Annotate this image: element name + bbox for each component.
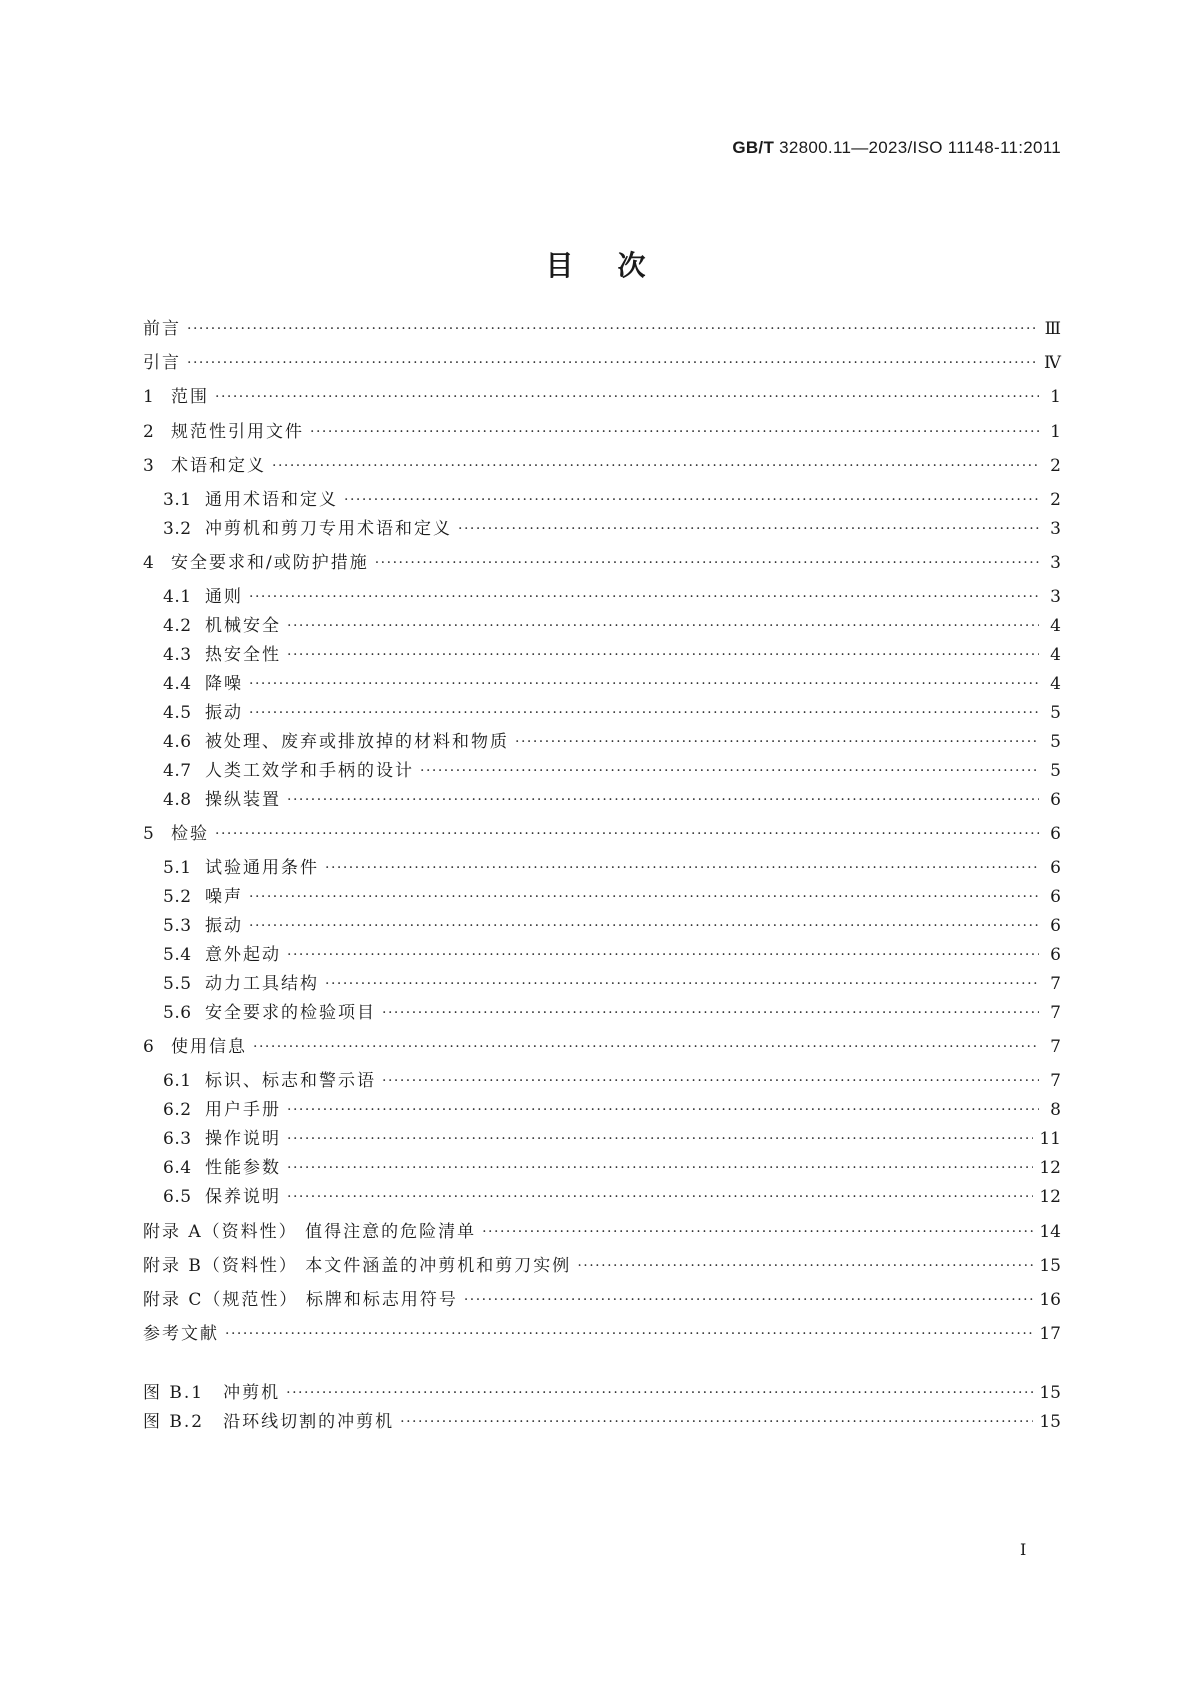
toc-entry-4-7[interactable]	[163, 759, 1061, 783]
toc-page: 15	[1039, 1256, 1061, 1276]
toc-label: 附录 B（资料性） 本文件涵盖的冲剪机和剪刀实例	[143, 1256, 572, 1276]
toc-page: 2	[1050, 490, 1061, 510]
toc-page: 7	[1050, 1003, 1061, 1023]
toc-entry-5[interactable]	[143, 822, 1061, 846]
toc-leader	[187, 321, 1039, 341]
toc-leader	[287, 618, 1039, 638]
toc-label: 人类工效学和手柄的设计	[205, 761, 414, 781]
toc-entry-annex-c[interactable]	[143, 1288, 1061, 1312]
toc-entry-figure-b1[interactable]	[143, 1381, 1061, 1405]
toc-label: 热安全性	[205, 645, 281, 665]
toc-leader	[382, 1073, 1039, 1093]
toc-leader	[187, 355, 1038, 375]
toc-leader	[577, 1258, 1033, 1278]
toc-label: 振动	[205, 703, 243, 723]
toc-number: 4.5	[163, 703, 192, 723]
toc-label: 图 B.2 沿环线切割的冲剪机	[143, 1412, 395, 1432]
toc-entry-6-3[interactable]	[163, 1127, 1061, 1151]
toc-leader	[249, 889, 1039, 909]
toc-page: 6	[1050, 916, 1061, 936]
toc-number: 6.1	[163, 1071, 192, 1091]
toc-leader	[344, 492, 1039, 512]
toc-label: 试验通用条件	[205, 858, 319, 878]
toc-entry-1[interactable]	[143, 385, 1061, 409]
toc-label: 图 B.1 冲剪机	[143, 1383, 281, 1403]
toc-page: 17	[1039, 1324, 1061, 1344]
toc-entry-introduction[interactable]	[143, 351, 1061, 375]
toc-page: 11	[1039, 1129, 1061, 1149]
toc-number: 1	[143, 387, 155, 407]
toc-page: 7	[1050, 974, 1061, 994]
toc-page: 7	[1050, 1037, 1061, 1057]
toc-entry-4-1[interactable]	[163, 585, 1061, 609]
toc-page: 6	[1050, 887, 1061, 907]
toc-label: 操作说明	[205, 1129, 281, 1149]
toc-leader	[458, 521, 1039, 541]
toc-number: 5.4	[163, 945, 192, 965]
toc-label: 降噪	[205, 674, 243, 694]
toc-entry-bibliography[interactable]	[143, 1322, 1061, 1346]
toc-entry-6-5[interactable]	[163, 1185, 1061, 1209]
toc-number: 6.2	[163, 1100, 192, 1120]
toc-entry-3[interactable]	[143, 454, 1061, 478]
standard-code	[732, 138, 1061, 158]
toc-page: 16	[1039, 1290, 1061, 1310]
toc-label: 噪声	[205, 887, 243, 907]
toc-leader	[420, 763, 1039, 783]
toc-page: 2	[1050, 456, 1061, 476]
toc-leader	[325, 860, 1039, 880]
toc-page: 6	[1050, 824, 1061, 844]
toc-leader	[287, 1189, 1033, 1209]
toc-label: 范围	[171, 387, 209, 407]
toc-page: 15	[1039, 1412, 1061, 1432]
toc-leader	[272, 458, 1039, 478]
toc-leader	[287, 947, 1039, 967]
toc-entry-annex-b[interactable]	[143, 1254, 1061, 1278]
toc-number: 4.8	[163, 790, 192, 810]
toc-leader	[287, 1160, 1033, 1180]
toc-number: 5.5	[163, 974, 192, 994]
toc-leader	[464, 1292, 1034, 1312]
toc-leader	[253, 1039, 1039, 1059]
toc-page: 3	[1050, 553, 1061, 573]
toc-entry-4-6[interactable]	[163, 730, 1061, 754]
toc-entry-5-6[interactable]	[163, 1001, 1061, 1025]
toc-page: Ⅲ	[1044, 319, 1061, 339]
toc-entry-5-2[interactable]	[163, 885, 1061, 909]
toc-page: 12	[1039, 1158, 1061, 1178]
toc-leader	[215, 826, 1039, 846]
toc-label: 被处理、废弃或排放掉的材料和物质	[205, 732, 509, 752]
toc-entry-3-1[interactable]	[163, 488, 1061, 512]
toc-number: 5.2	[163, 887, 192, 907]
toc-leader	[249, 676, 1039, 696]
toc-number: 2	[143, 422, 155, 442]
toc-entry-5-1[interactable]	[163, 856, 1061, 880]
toc-leader	[375, 555, 1039, 575]
toc-label: 动力工具结构	[205, 974, 319, 994]
toc-page: 6	[1050, 945, 1061, 965]
toc-entry-4-5[interactable]	[163, 701, 1061, 725]
toc-page: 3	[1050, 587, 1061, 607]
toc-page: 5	[1050, 732, 1061, 752]
toc-number: 5.1	[163, 858, 192, 878]
toc-number: 6	[143, 1037, 155, 1057]
toc-page: 3	[1050, 519, 1061, 539]
toc-label: 通用术语和定义	[205, 490, 338, 510]
toc-leader	[287, 1102, 1039, 1122]
toc-entry-5-5[interactable]	[163, 972, 1061, 996]
toc-leader	[482, 1224, 1033, 1244]
toc-number: 6.3	[163, 1129, 192, 1149]
toc-label: 术语和定义	[171, 456, 266, 476]
toc-label: 标识、标志和警示语	[205, 1071, 376, 1091]
toc-leader	[400, 1414, 1033, 1434]
toc-entry-figure-b2[interactable]	[143, 1410, 1061, 1434]
toc-page: 12	[1039, 1187, 1061, 1207]
toc-entry-4-4[interactable]	[163, 672, 1061, 696]
toc-leader	[249, 589, 1039, 609]
toc-leader	[249, 705, 1039, 725]
toc-label: 使用信息	[171, 1037, 247, 1057]
page-number: I	[1020, 1540, 1027, 1559]
toc-number: 6.5	[163, 1187, 192, 1207]
toc-number: 3.1	[163, 490, 192, 510]
toc-page: 4	[1050, 616, 1061, 636]
toc-page: 5	[1050, 703, 1061, 723]
toc-leader	[287, 647, 1039, 667]
toc-number: 4.3	[163, 645, 192, 665]
toc-label: 检验	[171, 824, 209, 844]
toc-number: 4.4	[163, 674, 192, 694]
toc-label: 冲剪机和剪刀专用术语和定义	[205, 519, 452, 539]
toc-page: 5	[1050, 761, 1061, 781]
toc-number: 3.2	[163, 519, 192, 539]
toc-leader	[310, 424, 1039, 444]
toc-number: 5	[143, 824, 155, 844]
toc-entry-4[interactable]	[143, 551, 1061, 575]
toc-label: 操纵装置	[205, 790, 281, 810]
toc-label: 通则	[205, 587, 243, 607]
toc-page: 6	[1050, 790, 1061, 810]
toc-leader	[287, 792, 1039, 812]
toc-leader	[382, 1005, 1039, 1025]
toc-label: 前言	[143, 319, 181, 339]
toc-label: 安全要求的检验项目	[205, 1003, 376, 1023]
toc-entry-5-4[interactable]	[163, 943, 1061, 967]
toc-page: 1	[1050, 387, 1061, 407]
toc-page: 6	[1050, 858, 1061, 878]
toc-leader	[249, 918, 1039, 938]
toc-label: 安全要求和/或防护措施	[171, 553, 369, 573]
toc-number: 4.1	[163, 587, 192, 607]
toc-leader	[287, 1131, 1033, 1151]
page-title: 目次	[545, 249, 690, 282]
toc-entry-6-4[interactable]	[163, 1156, 1061, 1180]
toc-entry-foreword[interactable]	[143, 317, 1061, 341]
toc-leader	[325, 976, 1039, 996]
toc-page: 14	[1039, 1222, 1061, 1242]
standard-code-prefix: GB/T	[732, 138, 775, 157]
toc-label: 振动	[205, 916, 243, 936]
toc-label: 规范性引用文件	[171, 422, 304, 442]
toc-label: 意外起动	[205, 945, 281, 965]
toc-entry-4-2[interactable]	[163, 614, 1061, 638]
toc-number: 4.7	[163, 761, 192, 781]
standard-code-number: 32800.11—2023/ISO 11148-11:2011	[774, 138, 1061, 157]
toc-number: 4	[143, 553, 155, 573]
toc-label: 性能参数	[205, 1158, 281, 1178]
toc-page: 4	[1050, 645, 1061, 665]
toc-entry-4-3[interactable]	[163, 643, 1061, 667]
toc-leader	[515, 734, 1039, 754]
toc-page: 7	[1050, 1071, 1061, 1091]
toc-entry-3-2[interactable]	[163, 517, 1061, 541]
toc-label: 引言	[143, 353, 181, 373]
toc-leader	[225, 1326, 1033, 1346]
toc-number: 4.2	[163, 616, 192, 636]
toc-number: 5.3	[163, 916, 192, 936]
toc-page: 1	[1050, 422, 1061, 442]
toc-label: 保养说明	[205, 1187, 281, 1207]
toc-number: 5.6	[163, 1003, 192, 1023]
toc-leader	[215, 389, 1039, 409]
toc-entry-5-3[interactable]	[163, 914, 1061, 938]
toc-number: 3	[143, 456, 155, 476]
toc-label: 附录 C（规范性） 标牌和标志用符号	[143, 1290, 458, 1310]
toc-entry-4-8[interactable]	[163, 788, 1061, 812]
toc-page: Ⅳ	[1044, 353, 1061, 373]
toc-label: 用户手册	[205, 1100, 281, 1120]
toc-number: 6.4	[163, 1158, 192, 1178]
toc-page: 8	[1050, 1100, 1061, 1120]
toc-entry-6-1[interactable]	[163, 1069, 1061, 1093]
toc-page: 4	[1050, 674, 1061, 694]
toc-label: 参考文献	[143, 1324, 219, 1344]
toc-leader	[286, 1385, 1033, 1405]
toc-label: 附录 A（资料性） 值得注意的危险清单	[143, 1222, 477, 1242]
toc-entry-2[interactable]	[143, 420, 1061, 444]
toc-entry-6-2[interactable]	[163, 1098, 1061, 1122]
toc-label: 机械安全	[205, 616, 281, 636]
toc-entry-annex-a[interactable]	[143, 1220, 1061, 1244]
toc-page: 15	[1039, 1383, 1061, 1403]
toc-number: 4.6	[163, 732, 192, 752]
toc-entry-6[interactable]	[143, 1035, 1061, 1059]
